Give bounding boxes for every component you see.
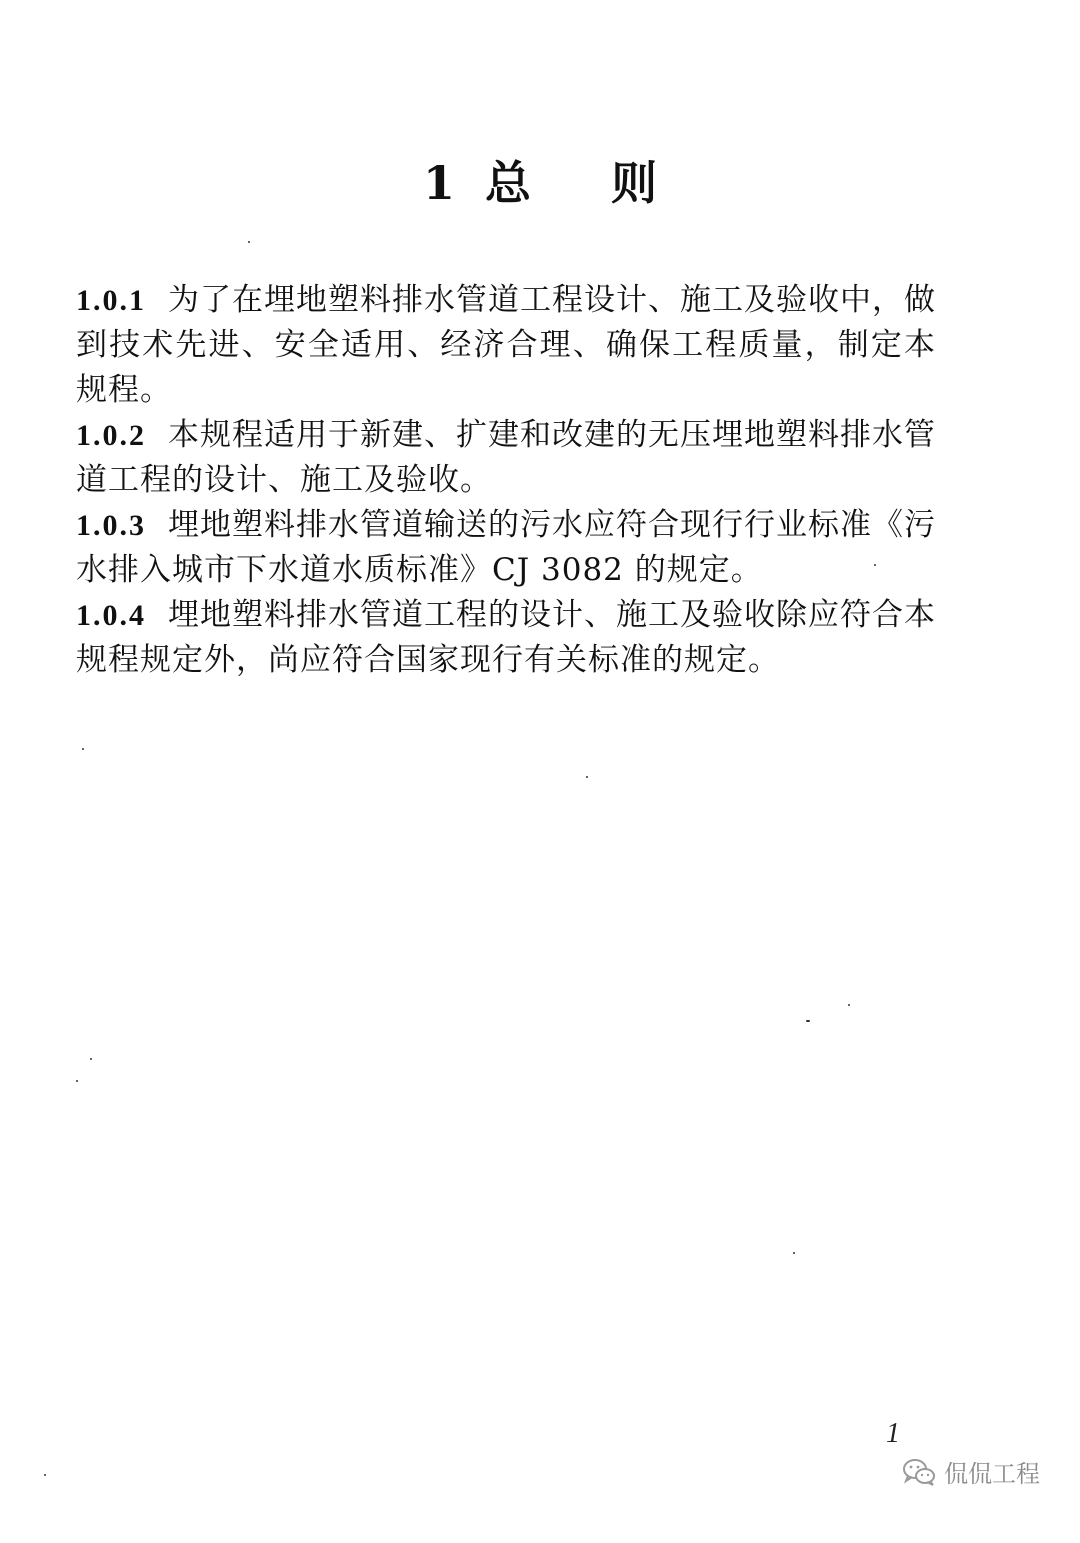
- scan-speck: [586, 776, 588, 778]
- page-number: 1: [886, 1418, 900, 1449]
- scan-speck: [806, 1020, 810, 1022]
- clause-number: 1.0.4: [76, 599, 146, 632]
- clause-1-0-1: [76, 278, 936, 413]
- clause-1-0-4: [76, 593, 936, 683]
- page-title: [0, 148, 1080, 218]
- chapter-title-char: 则: [611, 156, 657, 210]
- scan-speck: [82, 748, 84, 750]
- watermark: [902, 1454, 1040, 1489]
- clause-list: [76, 278, 936, 683]
- clause-text: 本规程适用于新建、扩建和改建的无压埋地塑料排水管道工程的设计、施工及验收。: [76, 417, 936, 498]
- clause-number: 1.0.2: [76, 419, 146, 452]
- wechat-icon: [902, 1458, 936, 1486]
- clause-text: 为了在埋地塑料排水管道工程设计、施工及验收中，做到技术先进、安全适用、经济合理、确保工程质量，制定本规程。: [76, 282, 936, 408]
- scan-speck: [848, 1004, 850, 1006]
- clause-text: 埋地塑料排水管道工程的设计、施工及验收除应符合本规程规定外，尚应符合国家现行有关标准的规定。: [76, 597, 936, 678]
- scan-speck: [793, 1252, 795, 1254]
- watermark-text: 侃侃工程: [944, 1460, 1040, 1488]
- scan-speck: [76, 1080, 78, 1082]
- clause-1-0-2: [76, 413, 936, 503]
- scan-speck: [874, 564, 876, 566]
- clause-number: 1.0.3: [76, 509, 146, 542]
- chapter-title-char: 总: [485, 156, 531, 210]
- clause-1-0-3: [76, 503, 936, 593]
- clause-text: 埋地塑料排水管道输送的污水应符合现行行业标准《污水排入城市下水道水质标准》CJ 3082 的规定。: [76, 507, 936, 588]
- scan-speck: [90, 1058, 92, 1060]
- scan-speck: [44, 1474, 46, 1476]
- scan-speck: [248, 241, 250, 243]
- chapter-number: 1: [422, 156, 455, 210]
- clause-number: 1.0.1: [76, 284, 146, 317]
